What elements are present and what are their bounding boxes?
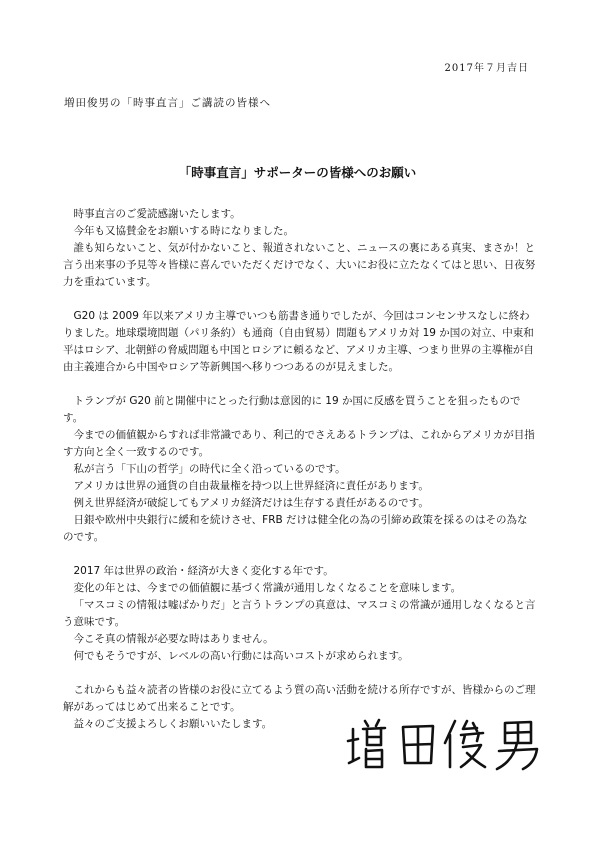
paragraph-greeting <box>63 206 536 291</box>
body-line: 2017 年は世界の政治・経済が大きく変化する年です。 <box>73 565 334 577</box>
body-line: 日銀や欧州中央銀行に緩和を続けさせ、FRB だけは健全化の為の引締め政策を採るのはその為なのです。 <box>63 514 528 543</box>
letter-date: 2017年７月吉日 <box>444 63 529 74</box>
body-line: 今こそ真の情報が必要な時はありません。 <box>73 633 274 645</box>
body-line: 例え世界経済が破綻してもアメリカ経済だけは生存する責任があるのです。 <box>73 497 429 509</box>
paragraph-trump <box>63 393 536 546</box>
body-line: 何でもそうですが、レベルの高い行動には高いコストが求められます。 <box>73 650 409 662</box>
signature-image <box>345 715 545 773</box>
body-line: 今までの価値観からすれば非常識であり、利己的でさえあるトランプは、これからアメリカが目指す方向と全く一致するのです。 <box>63 429 535 458</box>
body-line: 私が言う「下山の哲学」の時代に全く沿っているのです。 <box>73 463 346 475</box>
body-line: これからも益々読者の皆様のお役に立てるよう質の高い活動を続ける所存ですが、皆様からのご理解があってはじめて出来ることです。 <box>63 684 536 713</box>
body-line: トランプが G20 前と開催中にとった行動は意図的に 19 か国に反感を買うことを狙ったものです。 <box>63 395 521 424</box>
body-line: G20 は 2009 年以来アメリカ主導でいつも筋書き通りでしたが、今回はコンセンサスなしに終わりました。地球環境問題（パリ条約）も通商（自由貿易）問題もアメリカ対 19 か国の対立、中東和平はロシア、北朝鮮の脅威問題も中国とロシアに頼るなど、アメリカ主導、つまり世界の主導権が自由主義連合から中国やロシア等新興国へ移りつつあるのが見えました。 <box>63 310 534 373</box>
handwritten-signature <box>345 715 545 773</box>
addressee-line: 増田俊男の「時事直言」ご講読の皆様へ <box>64 97 271 109</box>
letter-body <box>63 206 536 750</box>
paragraph-2017 <box>63 563 536 665</box>
body-line: 時事直言のご愛読感謝いたします。 <box>73 208 241 220</box>
body-line: アメリカは世界の通貨の自由裁量権を持つ以上世界経済に責任があります。 <box>73 480 429 492</box>
body-line: 今年も又協賛金をお願いする時になりました。 <box>73 225 294 237</box>
body-line: 変化の年とは、今までの価値観に基づく常識が通用しなくなることを意味します。 <box>73 582 462 594</box>
letter-title: 「時事直言」サポーターの皆様へのお願い <box>178 165 417 180</box>
body-line: 「マスコミの情報は嘘ばかりだ」と言うトランプの真意は、マスコミの常識が通用しなくなると言う意味です。 <box>63 599 536 628</box>
paragraph-g20 <box>63 308 536 376</box>
body-line: 誰も知らないこと、気が付かないこと、報道されないこと、ニュースの裏にある真実、まさか！と言う出来事の予見等々皆様に喜んでいただくだけでなく、大いにお役に立たなくてはと思い、日夜努力を重ねています。 <box>63 242 536 288</box>
body-line: 益々のご支援よろしくお願いいたします。 <box>73 718 273 730</box>
